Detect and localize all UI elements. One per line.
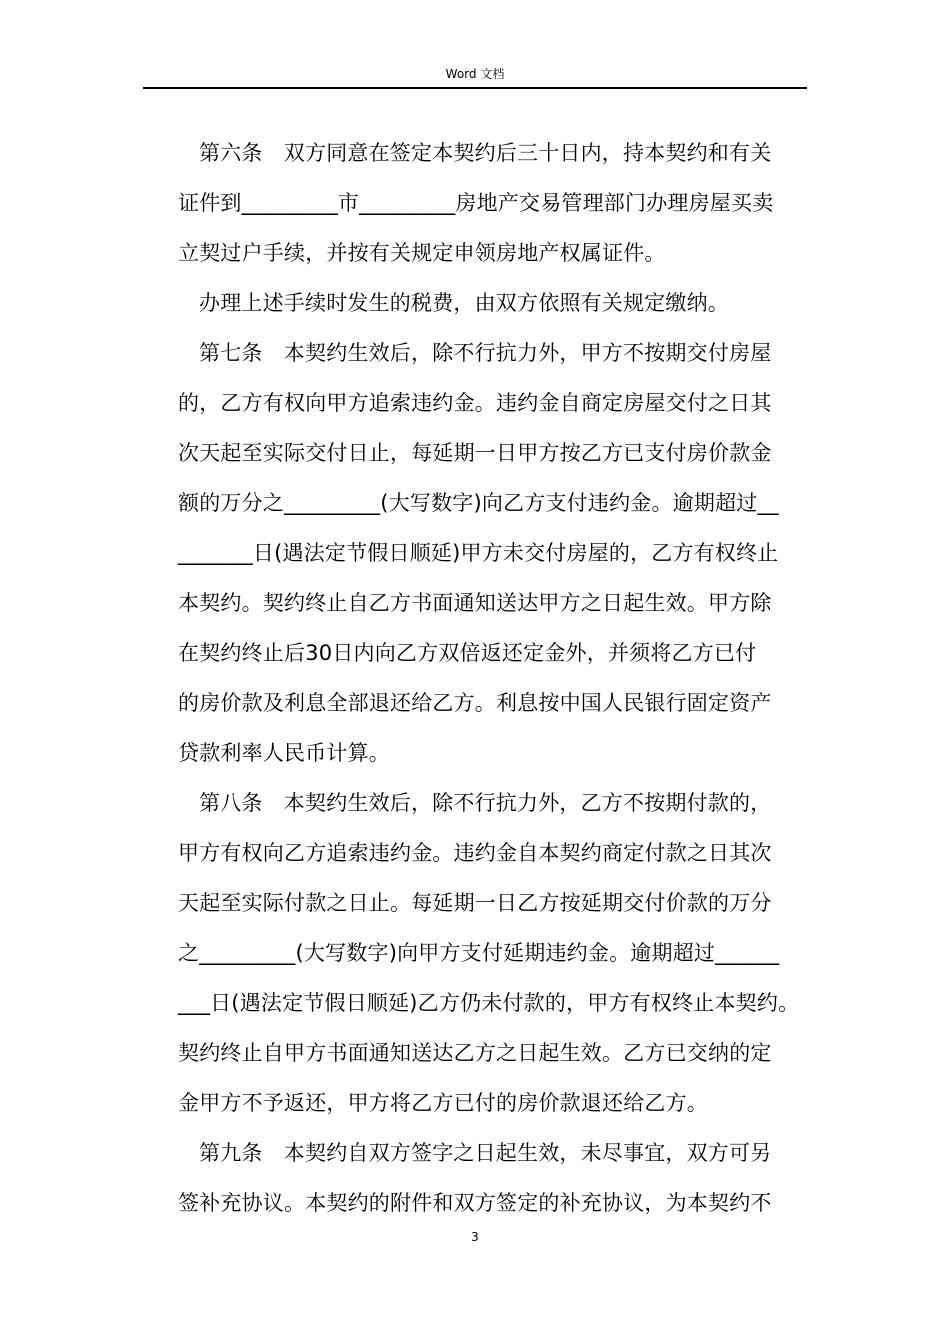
paragraph-line: 在契约终止后30日内向乙方双倍返还定金外，并须将乙方已付 xyxy=(178,641,757,665)
paragraph-line: 的房价款及利息全部退还给乙方。利息按中国人民银行固定资产 xyxy=(178,691,772,715)
paragraph-line: 之_________(大写数字)向甲方支付延期违约金。逾期超过______ xyxy=(178,941,780,965)
page-number: 3 xyxy=(471,1230,479,1244)
paragraph-line: ___日(遇法定节假日顺延)乙方仍未付款的，甲方有权终止本契约。 xyxy=(178,991,800,1015)
paragraph-line: 的，乙方有权向甲方追索违约金。违约金自商定房屋交付之日其 xyxy=(178,391,772,415)
paragraph-line: 本契约。契约终止自乙方书面通知送达甲方之日起生效。甲方除 xyxy=(178,591,772,615)
document-body xyxy=(178,128,818,1228)
paragraph-line: 天起至实际付款之日止。每延期一日乙方按延期交付价款的万分 xyxy=(178,891,772,915)
paragraph-line: 证件到_________市_________房地产交易管理部门办理房屋买卖 xyxy=(178,191,774,215)
paragraph-line: 契约终止自甲方书面通知送达乙方之日起生效。乙方已交纳的定 xyxy=(178,1041,772,1065)
paragraph-line: 甲方有权向乙方追索违约金。违约金自本契约商定付款之日其次 xyxy=(178,841,772,865)
paragraph-line: 第八条 本契约生效后，除不行抗力外，乙方不按期付款的， xyxy=(199,791,772,815)
paragraph-line: 次天起至实际交付日止，每延期一日甲方按乙方已支付房价款金 xyxy=(178,441,772,465)
paragraph-line: 第七条 本契约生效后，除不行抗力外，甲方不按期交付房屋 xyxy=(199,341,772,365)
paragraph-line: _______日(遇法定节假日顺延)甲方未交付房屋的，乙方有权终止 xyxy=(178,541,779,565)
paragraph-line: 办理上述手续时发生的税费，由双方依照有关规定缴纳。 xyxy=(199,291,729,315)
paragraph-line: 额的万分之_________(大写数字)向乙方支付违约金。逾期超过__ xyxy=(178,491,779,515)
page-header: Word 文档 xyxy=(445,67,505,81)
paragraph-line: 第六条 双方同意在签定本契约后三十日内，持本契约和有关 xyxy=(199,141,772,165)
paragraph-line: 立契过户手续，并按有关规定申领房地产权属证件。 xyxy=(178,241,666,265)
paragraph-line: 签补充协议。本契约的附件和双方签定的补充协议，为本契约不 xyxy=(178,1191,772,1215)
paragraph-line: 金甲方不予返还，甲方将乙方已付的房价款退还给乙方。 xyxy=(178,1091,708,1115)
paragraph-line: 第九条 本契约自双方签字之日起生效，未尽事宜，双方可另 xyxy=(199,1141,772,1165)
paragraph-line: 贷款利率人民币计算。 xyxy=(178,741,390,765)
header-rule xyxy=(143,87,807,89)
